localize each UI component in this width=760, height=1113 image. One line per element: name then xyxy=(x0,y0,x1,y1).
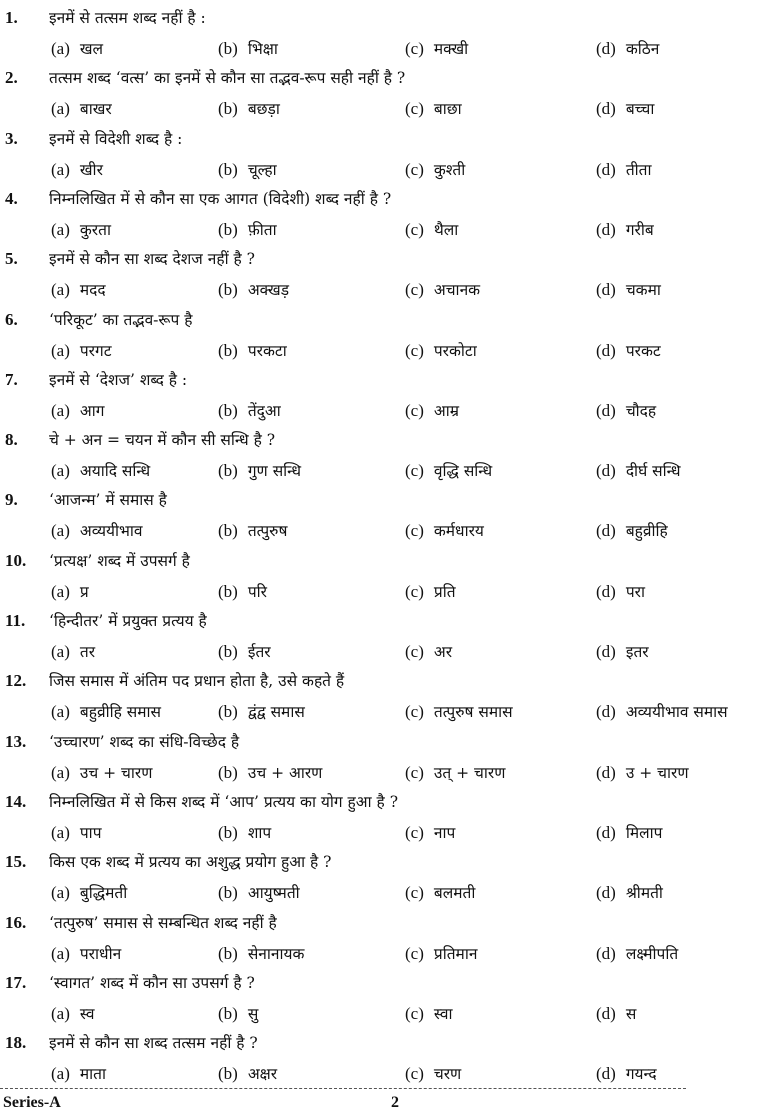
option-c xyxy=(405,582,456,602)
option-text: गरीब xyxy=(625,220,654,239)
option-text: तीता xyxy=(625,160,652,179)
option-label: (b) xyxy=(218,99,238,119)
option-c xyxy=(405,280,480,300)
question-number: 1. xyxy=(5,8,18,27)
option-text: सु xyxy=(247,1004,259,1023)
option-text: प्रतिमान xyxy=(433,944,478,963)
option-label: (a) xyxy=(51,943,70,963)
option-b xyxy=(218,39,278,59)
option-label: (c) xyxy=(405,762,424,782)
question-number: 18. xyxy=(5,1033,27,1053)
option-a xyxy=(51,341,112,361)
option-label: (d) xyxy=(596,280,616,300)
question-block xyxy=(0,609,760,669)
option-text: मिलाप xyxy=(625,823,663,842)
option-text: अव्ययीभाव समास xyxy=(625,703,728,722)
option-label: (b) xyxy=(218,883,238,903)
option-label: (a) xyxy=(51,461,70,481)
option-d xyxy=(596,461,680,481)
option-a xyxy=(51,1064,106,1084)
question-text: इनमें से तत्सम शब्द नहीं है : xyxy=(49,9,206,27)
option-text: ईतर xyxy=(247,643,271,661)
option-b xyxy=(218,823,271,843)
option-label: (a) xyxy=(51,762,70,782)
option-text: चूल्हा xyxy=(247,160,277,179)
option-b xyxy=(218,1004,258,1024)
question-block xyxy=(0,911,760,971)
option-a xyxy=(51,280,106,300)
option-label: (b) xyxy=(218,521,238,541)
question-block xyxy=(0,66,760,126)
option-label: (a) xyxy=(51,822,70,842)
option-label: (a) xyxy=(51,280,70,300)
option-label: (c) xyxy=(405,280,424,300)
option-label: (d) xyxy=(596,521,616,541)
option-a xyxy=(51,220,111,240)
option-a xyxy=(51,461,150,481)
option-b xyxy=(218,944,304,964)
option-d xyxy=(596,582,645,602)
option-text: लक्ष्मीपति xyxy=(625,944,679,963)
option-a xyxy=(51,944,121,964)
option-a xyxy=(51,702,161,722)
option-d xyxy=(596,944,678,964)
question-block xyxy=(0,730,760,790)
option-label: (b) xyxy=(218,702,238,722)
option-label: (b) xyxy=(218,461,238,481)
option-label: (c) xyxy=(405,1064,424,1084)
option-text: भिक्षा xyxy=(247,40,278,58)
question-number: 14. xyxy=(5,791,27,811)
page-number: 2 xyxy=(391,1094,399,1111)
option-c xyxy=(405,883,475,903)
option-text: उत् + चारण xyxy=(433,763,506,782)
question-text: इनमें से ‘देशज’ शब्द है : xyxy=(49,370,188,389)
option-c xyxy=(405,763,505,783)
option-text: परकटा xyxy=(247,341,287,360)
option-label: (c) xyxy=(405,219,424,239)
option-c xyxy=(405,160,465,180)
option-label: (b) xyxy=(218,1003,238,1023)
option-label: (a) xyxy=(51,219,70,239)
option-label: (c) xyxy=(405,521,424,541)
option-text: थैला xyxy=(433,220,459,239)
option-c xyxy=(405,521,484,541)
option-b xyxy=(218,160,277,180)
option-label: (d) xyxy=(596,461,616,481)
option-text: स xyxy=(625,1004,637,1023)
question-number: 4. xyxy=(5,188,18,208)
question-number: 10. xyxy=(5,550,27,570)
option-text: प्र xyxy=(79,582,89,601)
option-text: खीर xyxy=(79,160,103,179)
option-d xyxy=(596,763,689,783)
option-label: (b) xyxy=(218,762,238,782)
option-label: (d) xyxy=(596,581,616,601)
question-text: इनमें से कौन सा शब्द तत्सम नहीं है ? xyxy=(49,1034,258,1053)
option-label: (d) xyxy=(596,702,616,722)
option-d xyxy=(596,160,652,180)
option-b xyxy=(218,401,281,421)
option-b xyxy=(218,582,267,602)
option-d xyxy=(596,401,656,421)
option-text: चौदह xyxy=(625,401,657,420)
option-b xyxy=(218,220,277,240)
question-number: 13. xyxy=(5,731,27,751)
option-label: (a) xyxy=(51,1064,70,1084)
option-text: परि xyxy=(247,582,267,601)
option-c xyxy=(405,1004,453,1024)
footer-divider xyxy=(0,1088,686,1089)
question-block xyxy=(0,247,760,307)
option-label: (b) xyxy=(218,642,238,661)
option-label: (a) xyxy=(51,581,70,601)
option-d xyxy=(596,521,668,541)
option-text: स्व xyxy=(79,1004,95,1023)
option-label: (d) xyxy=(596,943,616,963)
option-b xyxy=(218,99,280,119)
option-text: तेंदुआ xyxy=(247,401,281,420)
option-a xyxy=(51,763,152,783)
option-text: तत्पुरुष xyxy=(247,522,288,541)
question-block xyxy=(0,549,760,609)
option-text: चकमा xyxy=(625,281,661,300)
option-label: (b) xyxy=(218,1064,238,1084)
option-label: (d) xyxy=(596,1064,616,1084)
option-b xyxy=(218,763,322,783)
option-text: बुद्धिमती xyxy=(79,884,128,903)
option-label: (d) xyxy=(596,340,616,360)
option-label: (b) xyxy=(218,581,238,601)
option-d xyxy=(596,39,659,59)
option-d xyxy=(596,1004,636,1024)
option-label: (a) xyxy=(51,702,70,722)
question-number: 6. xyxy=(5,309,18,329)
option-label: (a) xyxy=(51,521,70,541)
question-number: 5. xyxy=(5,249,18,269)
option-text: पाप xyxy=(79,823,102,842)
option-label: (c) xyxy=(405,159,424,179)
option-label: (b) xyxy=(218,943,238,963)
option-d xyxy=(596,823,662,843)
option-c xyxy=(405,461,492,481)
option-text: उच + आरण xyxy=(247,763,323,782)
option-label: (c) xyxy=(405,39,424,58)
option-text: बहुव्रीहि समास xyxy=(79,703,162,722)
question-text: ‘तत्पुरुष’ समास से सम्बन्धित शब्द नहीं है xyxy=(49,913,277,932)
option-text: तत्पुरुष समास xyxy=(433,703,513,722)
option-label: (a) xyxy=(51,883,70,903)
question-block xyxy=(0,488,760,548)
option-text: अयादि सन्धि xyxy=(79,462,151,481)
option-text: परगट xyxy=(79,341,112,360)
question-block xyxy=(0,308,760,368)
option-label: (d) xyxy=(596,400,616,420)
option-a xyxy=(51,99,112,119)
option-text: खल xyxy=(79,40,104,58)
question-number: 15. xyxy=(5,852,27,872)
option-label: (b) xyxy=(218,39,238,58)
option-a xyxy=(51,582,89,602)
option-c xyxy=(405,220,458,240)
option-text: द्वंद्व समास xyxy=(247,703,305,722)
option-a xyxy=(51,883,127,903)
series-label: Series-A xyxy=(3,1094,61,1111)
option-c xyxy=(405,401,459,421)
option-label: (c) xyxy=(405,99,424,119)
question-number: 2. xyxy=(5,68,18,88)
option-d xyxy=(596,702,728,722)
option-text: वृद्धि सन्धि xyxy=(433,462,493,481)
question-number: 16. xyxy=(5,912,27,932)
option-b xyxy=(218,883,300,903)
option-text: बहुव्रीहि xyxy=(625,522,668,541)
question-text: ‘स्वागत’ शब्द में कौन सा उपसर्ग है ? xyxy=(49,973,255,992)
option-text: शाप xyxy=(247,823,272,842)
question-text: ‘आजन्म’ में समास है xyxy=(49,491,167,510)
option-text: कर्मधारय xyxy=(433,522,484,541)
option-text: मक्खी xyxy=(433,40,469,58)
option-c xyxy=(405,944,477,964)
question-block xyxy=(0,6,760,66)
question-block xyxy=(0,368,760,428)
option-label: (d) xyxy=(596,99,616,119)
option-label: (c) xyxy=(405,1003,424,1023)
option-text: अर xyxy=(433,643,453,661)
question-text: ‘उच्चारण’ शब्द का संधि-विच्छेद है xyxy=(49,732,240,751)
option-label: (c) xyxy=(405,340,424,360)
option-label: (c) xyxy=(405,461,424,481)
option-b xyxy=(218,642,271,662)
option-d xyxy=(596,341,661,361)
option-label: (a) xyxy=(51,1003,70,1023)
option-label: (a) xyxy=(51,642,70,661)
option-d xyxy=(596,99,654,119)
option-b xyxy=(218,280,289,300)
option-text: कठिन xyxy=(625,40,660,58)
option-label: (c) xyxy=(405,702,424,722)
option-text: आम्र xyxy=(433,401,459,420)
option-text: गुण सन्धि xyxy=(247,462,302,481)
question-number: 12. xyxy=(5,671,27,691)
option-c xyxy=(405,99,462,119)
question-text: ‘परिकूट’ का तद्भव-रूप है xyxy=(49,310,193,329)
question-text: चे + अन = चयन में कौन सी सन्धि है ? xyxy=(49,431,276,450)
option-label: (b) xyxy=(218,400,238,420)
option-b xyxy=(218,702,305,722)
option-text: परकोटा xyxy=(433,341,477,360)
question-text: निम्नलिखित में से कौन सा एक आगत (विदेशी) शब्द नहीं है ? xyxy=(49,189,392,208)
option-a xyxy=(51,521,143,541)
option-text: बाछा xyxy=(433,100,462,119)
question-block xyxy=(0,127,760,187)
question-block xyxy=(0,971,760,1031)
option-label: (c) xyxy=(405,943,424,963)
question-block xyxy=(0,428,760,488)
option-label: (d) xyxy=(596,762,616,782)
option-label: (a) xyxy=(51,39,70,58)
option-text: उ + चारण xyxy=(625,763,689,782)
option-text: उच + चारण xyxy=(79,763,153,782)
option-text: आयुष्मती xyxy=(247,884,300,903)
question-text: इनमें से विदेशी शब्द है : xyxy=(49,129,183,148)
option-a xyxy=(51,401,104,421)
option-text: आग xyxy=(79,401,105,420)
question-number: 11. xyxy=(5,611,26,630)
option-c xyxy=(405,823,455,843)
question-block xyxy=(0,669,760,729)
option-label: (d) xyxy=(596,883,616,903)
option-label: (c) xyxy=(405,581,424,601)
option-label: (c) xyxy=(405,822,424,842)
option-b xyxy=(218,521,287,541)
option-label: (a) xyxy=(51,400,70,420)
option-text: अचानक xyxy=(433,281,481,300)
option-label: (c) xyxy=(405,883,424,903)
option-label: (a) xyxy=(51,159,70,179)
option-b xyxy=(218,461,301,481)
question-text: ‘हिन्दीतर’ में प्रयुक्त प्रत्यय है xyxy=(49,612,207,630)
option-text: प्रति xyxy=(433,582,456,601)
question-text: जिस समास में अंतिम पद प्रधान होता है, उसे कहते हैं xyxy=(49,672,345,691)
option-d xyxy=(596,280,661,300)
option-label: (d) xyxy=(596,642,616,661)
question-number: 8. xyxy=(5,430,18,450)
question-number: 7. xyxy=(5,369,18,389)
option-label: (a) xyxy=(51,99,70,119)
question-block xyxy=(0,1031,760,1091)
option-text: बाखर xyxy=(79,100,112,119)
question-text: इनमें से कौन सा शब्द देशज नहीं है ? xyxy=(49,250,255,269)
option-label: (d) xyxy=(596,1003,616,1023)
question-number: 9. xyxy=(5,490,18,510)
option-label: (b) xyxy=(218,280,238,300)
option-a xyxy=(51,1004,95,1024)
option-label: (b) xyxy=(218,822,238,842)
option-a xyxy=(51,39,103,59)
option-c xyxy=(405,341,477,361)
option-text: कुरता xyxy=(79,220,111,239)
option-d xyxy=(596,1064,657,1084)
option-text: इतर xyxy=(625,643,649,661)
option-c xyxy=(405,702,513,722)
option-text: बच्चा xyxy=(625,100,655,119)
question-text: ‘प्रत्यक्ष’ शब्द में उपसर्ग है xyxy=(49,551,190,570)
option-text: अक्षर xyxy=(247,1065,278,1084)
option-label: (a) xyxy=(51,340,70,360)
option-c xyxy=(405,642,452,662)
option-a xyxy=(51,642,95,662)
option-d xyxy=(596,220,654,240)
question-block xyxy=(0,790,760,850)
option-label: (c) xyxy=(405,642,424,661)
option-a xyxy=(51,823,102,843)
option-text: बछड़ा xyxy=(247,100,280,119)
option-label: (b) xyxy=(218,340,238,360)
option-text: स्वा xyxy=(433,1004,453,1023)
option-text: परकट xyxy=(625,341,661,360)
option-text: दीर्घ सन्धि xyxy=(625,462,681,481)
option-label: (d) xyxy=(596,39,616,58)
question-block xyxy=(0,850,760,910)
question-number: 17. xyxy=(5,972,27,992)
option-a xyxy=(51,160,103,180)
question-text: किस एक शब्द में प्रत्यय का अशुद्ध प्रयोग हुआ है ? xyxy=(49,853,332,872)
question-text: तत्सम शब्द ‘वत्स’ का इनमें से कौन सा तद्भव-रूप सही नहीं है ? xyxy=(49,69,406,88)
option-label: (d) xyxy=(596,822,616,842)
option-text: अक्खड़ xyxy=(247,281,289,300)
option-text: चरण xyxy=(433,1065,462,1084)
option-text: परा xyxy=(625,582,645,601)
question-text: निम्नलिखित में से किस शब्द में ‘आप’ प्रत्यय का योग हुआ है ? xyxy=(49,792,399,811)
option-text: सेनानायक xyxy=(247,944,305,963)
option-text: फ़ीता xyxy=(247,220,277,239)
option-b xyxy=(218,1064,277,1084)
option-text: बलमती xyxy=(433,884,476,903)
option-text: नाप xyxy=(433,823,456,842)
option-text: तर xyxy=(79,643,96,661)
option-text: श्रीमती xyxy=(625,884,663,903)
option-d xyxy=(596,883,663,903)
option-label: (b) xyxy=(218,219,238,239)
option-label: (b) xyxy=(218,159,238,179)
option-d xyxy=(596,642,649,662)
option-text: माता xyxy=(79,1065,107,1084)
question-number: 3. xyxy=(5,128,18,148)
option-label: (d) xyxy=(596,159,616,179)
option-c xyxy=(405,39,468,59)
option-label: (d) xyxy=(596,219,616,239)
option-label: (c) xyxy=(405,400,424,420)
option-text: कुश्ती xyxy=(433,160,466,179)
option-text: अव्ययीभाव xyxy=(79,522,143,541)
option-text: मदद xyxy=(79,281,106,300)
option-text: गयन्द xyxy=(625,1065,657,1084)
option-c xyxy=(405,1064,461,1084)
option-text: पराधीन xyxy=(79,944,122,963)
question-block xyxy=(0,187,760,247)
option-b xyxy=(218,341,287,361)
